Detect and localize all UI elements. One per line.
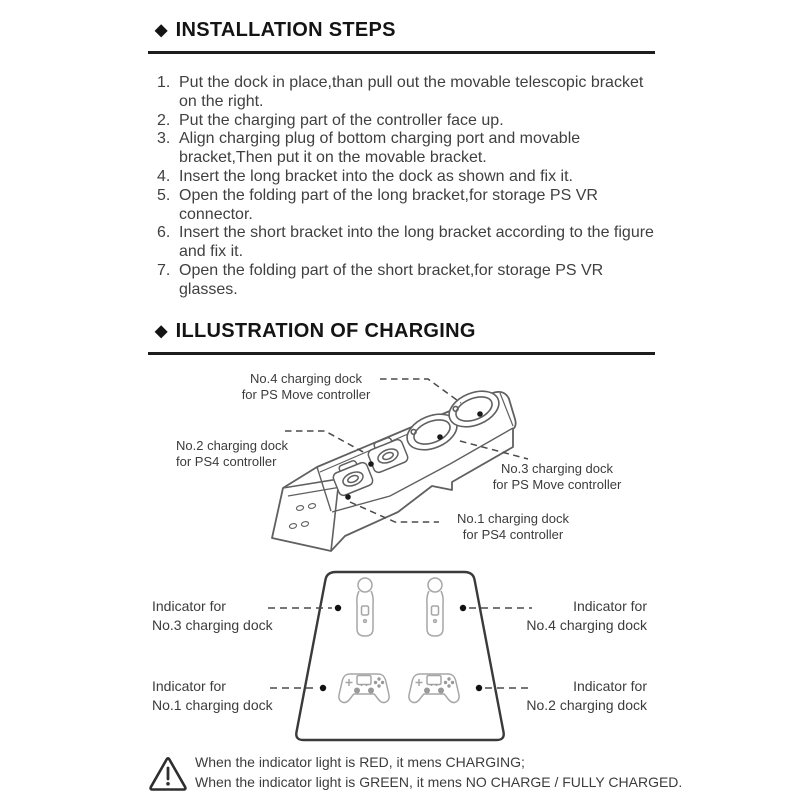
warning-line: When the indicator light is GREEN, it mens NO CHARGE / FULLY CHARGED. xyxy=(195,774,683,790)
installation-title-text: INSTALLATION STEPS xyxy=(175,19,396,41)
installation-step xyxy=(157,262,659,300)
step-text: Insert the long bracket into the dock as shown and fix it. xyxy=(179,167,573,185)
step-number: 7. xyxy=(157,261,171,279)
step-text: Open the folding part of the long bracket,for storage PS VR connector. xyxy=(179,186,598,223)
label-line: No.3 charging dock xyxy=(152,617,273,633)
step-number: 4. xyxy=(157,167,171,185)
label-line: for PS4 controller xyxy=(462,527,564,542)
label-no1-dock xyxy=(446,511,580,543)
top-view-illustration xyxy=(150,565,660,755)
label-line: No.4 charging dock xyxy=(526,617,647,633)
step-number: 1. xyxy=(157,74,171,91)
label-line: Indicator for xyxy=(152,678,226,694)
step-text: Insert the short bracket into the long bracket according to the figure and fix it. xyxy=(179,224,654,261)
step-text: Put the charging part of the controller face up. xyxy=(179,111,504,129)
warning-line: When the indicator light is RED, it mens CHARGING; xyxy=(195,754,525,770)
label-no3-dock xyxy=(484,461,630,493)
label-indicator-no2 xyxy=(505,677,647,715)
label-line: No.1 charging dock xyxy=(152,697,273,713)
step-text: Put the dock in place,than pull out the movable telescopic bracket on the right. xyxy=(179,74,644,110)
label-line: No.2 charging dock xyxy=(176,438,289,453)
installation-section-title xyxy=(155,19,396,42)
label-line: for PS Move controller xyxy=(492,477,622,492)
label-indicator-no4 xyxy=(505,597,647,635)
label-no2-dock xyxy=(176,438,316,470)
installation-step xyxy=(157,168,659,187)
installation-steps-list xyxy=(157,74,659,300)
label-line: Indicator for xyxy=(573,678,647,694)
charging-title-text: ILLUSTRATION OF CHARGING xyxy=(175,320,476,342)
installation-step xyxy=(157,224,659,262)
warning-note xyxy=(195,752,755,792)
step-number: 2. xyxy=(157,111,171,129)
label-line: Indicator for xyxy=(573,598,647,614)
section-divider xyxy=(148,352,655,355)
installation-step xyxy=(157,187,659,225)
section-divider xyxy=(148,51,655,54)
label-line: Indicator for xyxy=(152,598,226,614)
installation-step xyxy=(157,130,659,168)
label-line: for PS4 controller xyxy=(176,454,277,469)
label-line: No.4 charging dock xyxy=(249,371,362,386)
installation-step xyxy=(157,112,659,131)
step-number: 3. xyxy=(157,130,171,148)
diamond-bullet-icon: ◆ xyxy=(155,22,168,39)
diamond-bullet-icon: ◆ xyxy=(155,323,168,340)
label-line: No.3 charging dock xyxy=(500,461,613,476)
step-text: Align charging plug of bottom charging port and movable bracket,Then put it on the movable bracket. xyxy=(179,130,581,167)
step-number: 6. xyxy=(157,224,171,242)
dock-top-view-outline xyxy=(296,572,503,740)
label-no4-dock xyxy=(236,371,376,403)
label-indicator-no3 xyxy=(152,597,273,635)
charging-section-title xyxy=(155,320,476,343)
label-indicator-no1 xyxy=(152,677,273,715)
installation-step xyxy=(157,74,659,112)
step-text: Open the folding part of the short bracket,for storage PS VR glasses. xyxy=(179,261,604,298)
step-number: 5. xyxy=(157,186,171,204)
label-line: for PS Move controller xyxy=(241,387,371,402)
label-line: No.1 charging dock xyxy=(456,511,569,526)
label-line: No.2 charging dock xyxy=(526,697,647,713)
warning-triangle-icon xyxy=(148,754,188,792)
